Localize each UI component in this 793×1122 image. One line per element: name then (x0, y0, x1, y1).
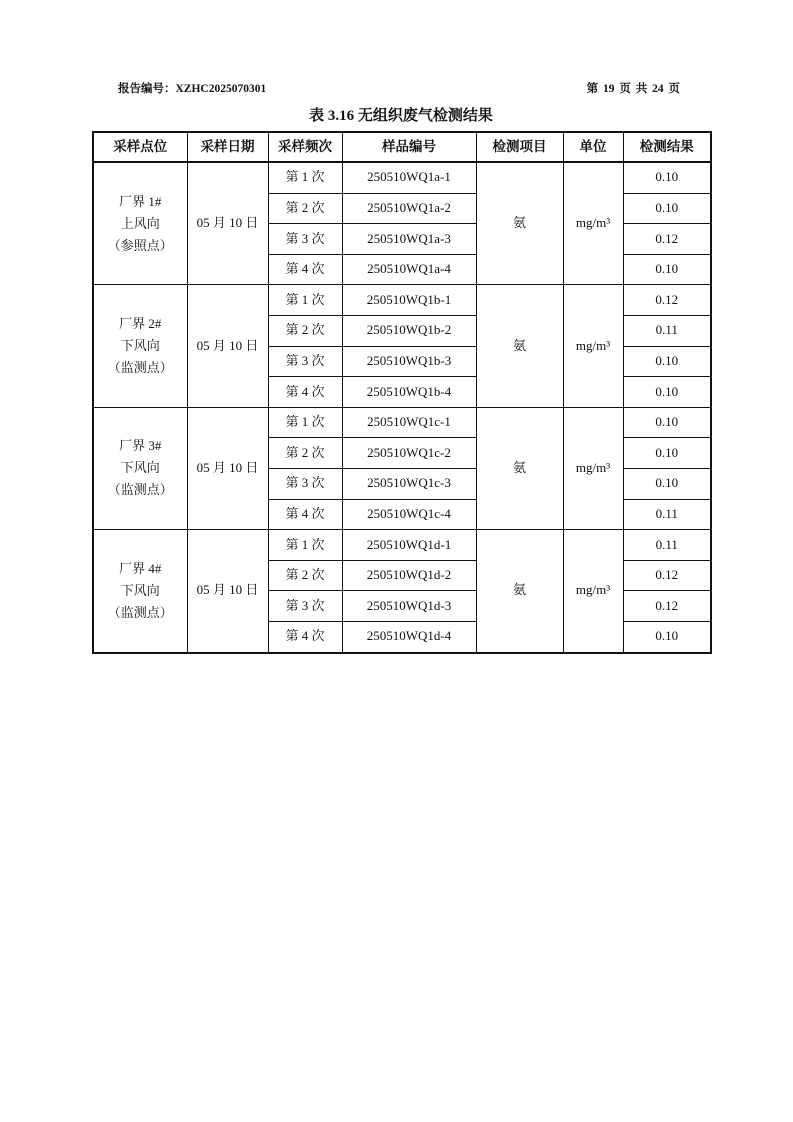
sampling-date-cell: 05 月 10 日 (187, 162, 268, 285)
sampling-date-cell: 05 月 10 日 (187, 407, 268, 529)
sample-id-cell: 250510WQ1b-1 (342, 285, 476, 316)
sampling-location-cell (93, 407, 187, 529)
column-header-result: 检测结果 (623, 132, 711, 162)
sample-id-cell: 250510WQ1b-3 (342, 346, 476, 377)
sampling-frequency-cell: 第 4 次 (268, 377, 342, 408)
sampling-location-cell (93, 530, 187, 653)
sample-id-cell: 250510WQ1d-2 (342, 560, 476, 591)
table-row (93, 162, 711, 193)
sampling-frequency-cell: 第 3 次 (268, 346, 342, 377)
result-cell: 0.10 (623, 346, 711, 377)
sample-id-cell: 250510WQ1d-3 (342, 591, 476, 622)
sample-id-cell: 250510WQ1d-4 (342, 621, 476, 652)
sample-id-cell: 250510WQ1a-2 (342, 193, 476, 224)
sampling-date-cell: 05 月 10 日 (187, 285, 268, 407)
table-title: 表 3.16 无组织废气检测结果 (309, 108, 493, 124)
result-cell: 0.12 (623, 224, 711, 255)
test-item-cell: 氨 (476, 530, 563, 653)
sample-id-cell: 250510WQ1a-4 (342, 254, 476, 285)
result-cell: 0.10 (623, 377, 711, 408)
sample-id-cell: 250510WQ1c-1 (342, 407, 476, 438)
sampling-date-cell: 05 月 10 日 (187, 530, 268, 653)
test-item-cell: 氨 (476, 407, 563, 529)
sampling-location-line: 下风向 (120, 460, 160, 476)
sample-id-cell: 250510WQ1b-4 (342, 377, 476, 408)
result-cell: 0.10 (623, 193, 711, 224)
sampling-location-line: （参照点） (107, 237, 173, 253)
sampling-frequency-cell: 第 1 次 (268, 407, 342, 438)
table-row (93, 530, 711, 561)
sampling-frequency-cell: 第 1 次 (268, 162, 342, 193)
column-header-sample-id: 样品编号 (342, 132, 476, 162)
sampling-frequency-cell: 第 1 次 (268, 285, 342, 316)
table-row (93, 285, 711, 316)
result-cell: 0.11 (623, 530, 711, 561)
results-table (92, 131, 712, 654)
sampling-frequency-cell: 第 4 次 (268, 621, 342, 652)
report-number: 报告编号：XZHC2025070301 (118, 83, 267, 95)
sampling-location-cell (93, 285, 187, 407)
result-cell: 0.12 (623, 560, 711, 591)
sampling-frequency-cell: 第 3 次 (268, 224, 342, 255)
column-header-sampling-location: 采样点位 (93, 132, 187, 162)
test-item-cell: 氨 (476, 162, 563, 285)
sample-id-cell: 250510WQ1c-4 (342, 499, 476, 530)
sampling-frequency-cell: 第 1 次 (268, 530, 342, 561)
table-row (93, 407, 711, 438)
results-table-body (93, 162, 711, 653)
sampling-location-line: （监测点） (107, 360, 173, 376)
sampling-frequency-cell: 第 3 次 (268, 591, 342, 622)
column-header-unit: 单位 (563, 132, 623, 162)
result-cell: 0.12 (623, 285, 711, 316)
sampling-location-line: （监测点） (107, 482, 173, 498)
unit-cell: mg/m³ (563, 530, 623, 653)
sample-id-cell: 250510WQ1d-1 (342, 530, 476, 561)
sampling-frequency-cell: 第 4 次 (268, 499, 342, 530)
test-item-cell: 氨 (476, 285, 563, 407)
column-header-test-item: 检测项目 (476, 132, 563, 162)
result-cell: 0.10 (623, 162, 711, 193)
unit-cell: mg/m³ (563, 407, 623, 529)
sampling-location-line: 下风向 (120, 338, 160, 354)
result-cell: 0.10 (623, 621, 711, 652)
result-cell: 0.10 (623, 254, 711, 285)
sampling-frequency-cell: 第 2 次 (268, 560, 342, 591)
sampling-frequency-cell: 第 2 次 (268, 193, 342, 224)
sampling-location-line: 厂界 1# (119, 193, 162, 209)
sampling-frequency-cell: 第 2 次 (268, 315, 342, 346)
header-row (93, 132, 711, 162)
sampling-location-line: 下风向 (120, 582, 160, 598)
sample-id-cell: 250510WQ1a-3 (342, 224, 476, 255)
result-cell: 0.10 (623, 438, 711, 469)
sample-id-cell: 250510WQ1a-1 (342, 162, 476, 193)
page-indicator: 第 19 页 共 24 页 (586, 83, 680, 95)
column-header-sampling-date: 采样日期 (187, 132, 268, 162)
sampling-frequency-cell: 第 3 次 (268, 468, 342, 499)
sampling-frequency-cell: 第 4 次 (268, 254, 342, 285)
column-header-sampling-frequency: 采样频次 (268, 132, 342, 162)
sampling-location-line: 上风向 (120, 215, 160, 231)
result-cell: 0.12 (623, 591, 711, 622)
sample-id-cell: 250510WQ1c-2 (342, 438, 476, 469)
sampling-location-cell (93, 162, 187, 285)
sample-id-cell: 250510WQ1c-3 (342, 468, 476, 499)
sampling-location-line: 厂界 3# (119, 438, 162, 454)
result-cell: 0.10 (623, 407, 711, 438)
sampling-location-line: 厂界 4# (119, 560, 162, 576)
unit-cell: mg/m³ (563, 162, 623, 285)
sampling-location-line: （监测点） (107, 604, 173, 620)
result-cell: 0.11 (623, 315, 711, 346)
result-cell: 0.11 (623, 499, 711, 530)
sampling-location-line: 厂界 2# (119, 316, 162, 332)
table-header (93, 132, 711, 162)
sample-id-cell: 250510WQ1b-2 (342, 315, 476, 346)
sampling-frequency-cell: 第 2 次 (268, 438, 342, 469)
unit-cell: mg/m³ (563, 285, 623, 407)
result-cell: 0.10 (623, 468, 711, 499)
